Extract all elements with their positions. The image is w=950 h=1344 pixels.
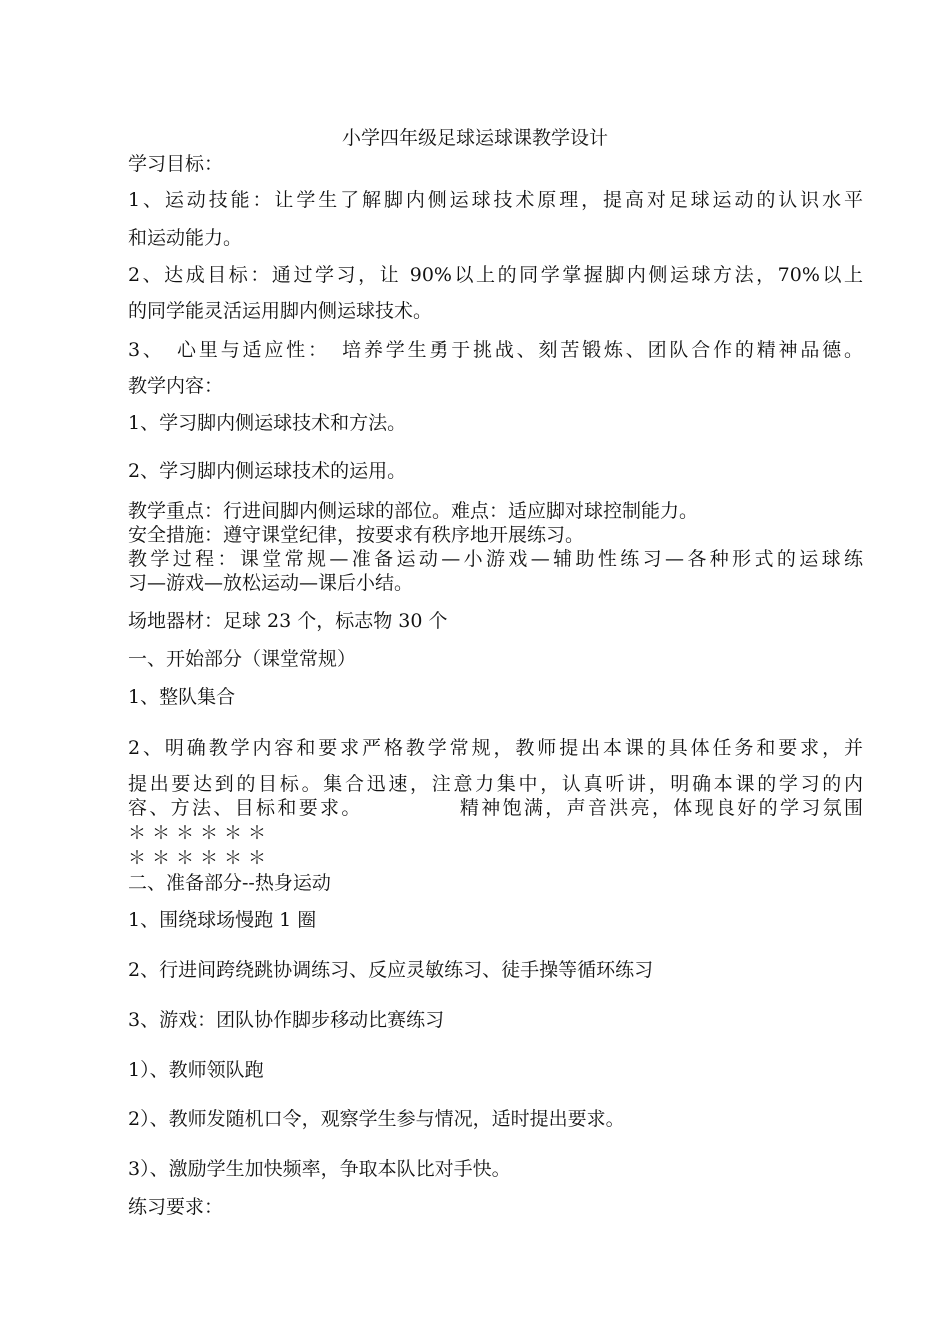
list-item: 3、游戏：团队协作脚步移动比赛练习 [128,1009,445,1031]
paragraph-line: 安全措施：遵守课堂纪律，按要求有秩序地开展练习。 [128,524,585,546]
section-heading: 二、准备部分--热身运动 [128,872,331,894]
list-item: 1、围绕球场慢跑 1 圈 [128,909,317,931]
document-title: 小学四年级足球运球课教学设计 [341,127,608,149]
paragraph-line: 提出要达到的目标。集合迅速，注意力集中，认真听讲，明确本课的学习的内 [128,773,863,795]
paragraph-line: 习—游戏—放松运动—课后小结。 [128,572,414,594]
paragraph-line: 容、方法、目标和要求。 精神饱满，声音洪亮，体现良好的学习氛围 [128,797,863,819]
list-item: 1、学习脚内侧运球技术和方法。 [128,412,407,434]
paragraph-line: 练习要求： [128,1196,224,1218]
list-item: 1）、教师领队跑 [128,1059,264,1081]
paragraph-line: 教学过程：课堂常规—准备运动—小游戏—辅助性练习—各种形式的运球练 [128,548,863,570]
paragraph-line: 2、达成目标：通过学习，让 90%以上的同学掌握脚内侧运球方法，70%以上 [128,264,863,286]
formation-stars-row: ＊＊＊＊＊＊ [128,823,272,844]
paragraph-line: 3、 心里与适应性： 培养学生勇于挑战、刻苦锻炼、团队合作的精神品德。 [128,339,863,361]
list-item: 2）、教师发随机口令，观察学生参与情况，适时提出要求。 [128,1108,625,1130]
paragraph-line: 1、运动技能：让学生了解脚内侧运球技术原理，提高对足球运动的认识水平 [128,189,863,211]
formation-stars-row: ＊＊＊＊＊＊ [128,848,272,869]
list-item: 1、整队集合 [128,686,236,708]
paragraph-line: 场地器材：足球 23 个，标志物 30 个 [128,610,448,632]
section-heading: 一、开始部分（课堂常规） [128,648,357,670]
paragraph-line: 2、明确教学内容和要求严格教学常规，教师提出本课的具体任务和要求，并 [128,737,863,759]
list-item: 3）、激励学生加快频率，争取本队比对手快。 [128,1158,511,1180]
list-item: 2、学习脚内侧运球技术的运用。 [128,460,407,482]
paragraph-line: 的同学能灵活运用脚内侧运球技术。 [128,300,433,322]
heading-learning-objectives: 学习目标： [128,153,224,175]
heading-teaching-content: 教学内容： [128,375,224,397]
paragraph-line: 教学重点：行进间脚内侧运球的部位。难点：适应脚对球控制能力。 [128,500,699,522]
paragraph-line: 和运动能力。 [128,227,243,249]
list-item: 2、行进间跨绕跳协调练习、反应灵敏练习、徒手操等循环练习 [128,959,654,981]
